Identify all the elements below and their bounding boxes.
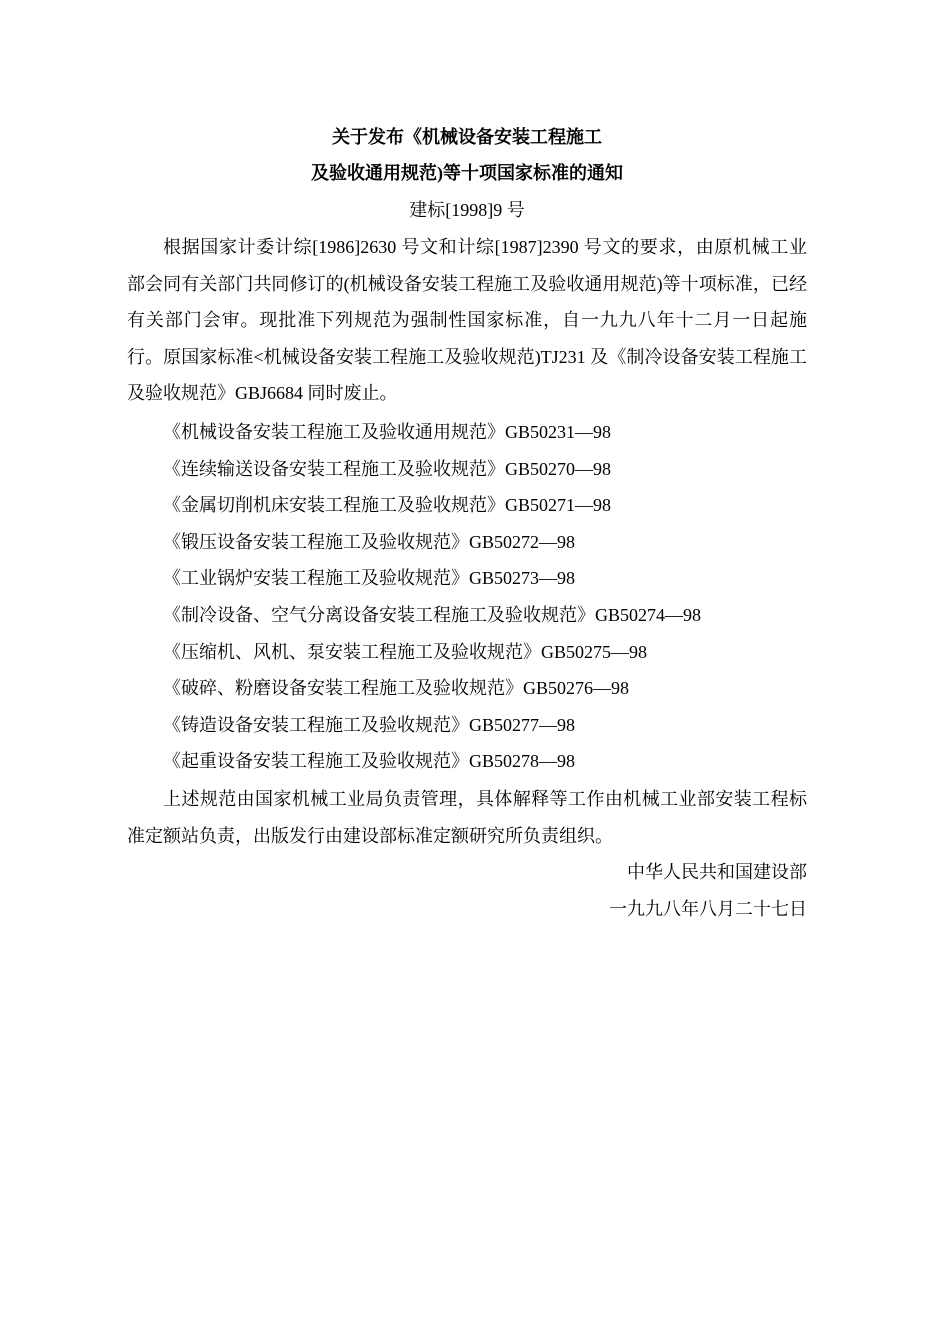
standard-item: 《金属切削机床安装工程施工及验收规范》GB50271—98 (163, 495, 612, 516)
standard-item: 《锻压设备安装工程施工及验收规范》GB50272—98 (163, 531, 576, 552)
closing-paragraph: 上述规范由国家机械工业局负责管理，具体解释等工作由机械工业部安装工程标准定额站负责，出版发行由建设部标准定额研究所负责组织。 (127, 789, 807, 846)
standard-item: 《压缩机、风机、泵安装工程施工及验收规范》GB50275—98 (163, 641, 648, 662)
standard-item: 《破碎、粉磨设备安装工程施工及验收规范》GB50276—98 (163, 678, 630, 699)
issue-date: 一九九八年八月二十七日 (609, 899, 807, 919)
standard-item: 《制冷设备、空气分离设备安装工程施工及验收规范》GB50274—98 (163, 604, 702, 625)
standard-item: 《工业锅炉安装工程施工及验收规范》GB50273—98 (163, 568, 576, 589)
standard-item: 《起重设备安装工程施工及验收规范》GB50278—98 (163, 751, 576, 772)
issuer-signature: 中华人民共和国建设部 (627, 862, 807, 882)
standard-item: 《机械设备安装工程施工及验收通用规范》GB50231—98 (163, 422, 612, 442)
document-title-line-2: 及验收通用规范)等十项国家标准的通知 (311, 163, 623, 183)
standard-item: 《连续输送设备安装工程施工及验收规范》GB50270—98 (163, 458, 612, 479)
intro-paragraph: 根据国家计委计综[1986]2630 号文和计综[1987]2390 号文的要求，由原机械工业部会同有关部门共同修订的(机械设备安装工程施工及验收通用规范)等十项标准，已经有关部门会审。现批准下列规范为强制性国家标准，自一九九八年十二月一日起施行。原国家标准<机械设备安装工程施工及验收规范)TJ231 及《制冷设备安装工程施工及验收规范》GBJ6684 同时废止。 (127, 237, 807, 404)
document-title-line-1: 关于发布《机械设备安装工程施工 (332, 127, 602, 147)
standards-list (163, 414, 803, 780)
document-number: 建标[1998]9 号 (409, 200, 525, 220)
standard-item: 《铸造设备安装工程施工及验收规范》GB50277—98 (163, 714, 576, 735)
